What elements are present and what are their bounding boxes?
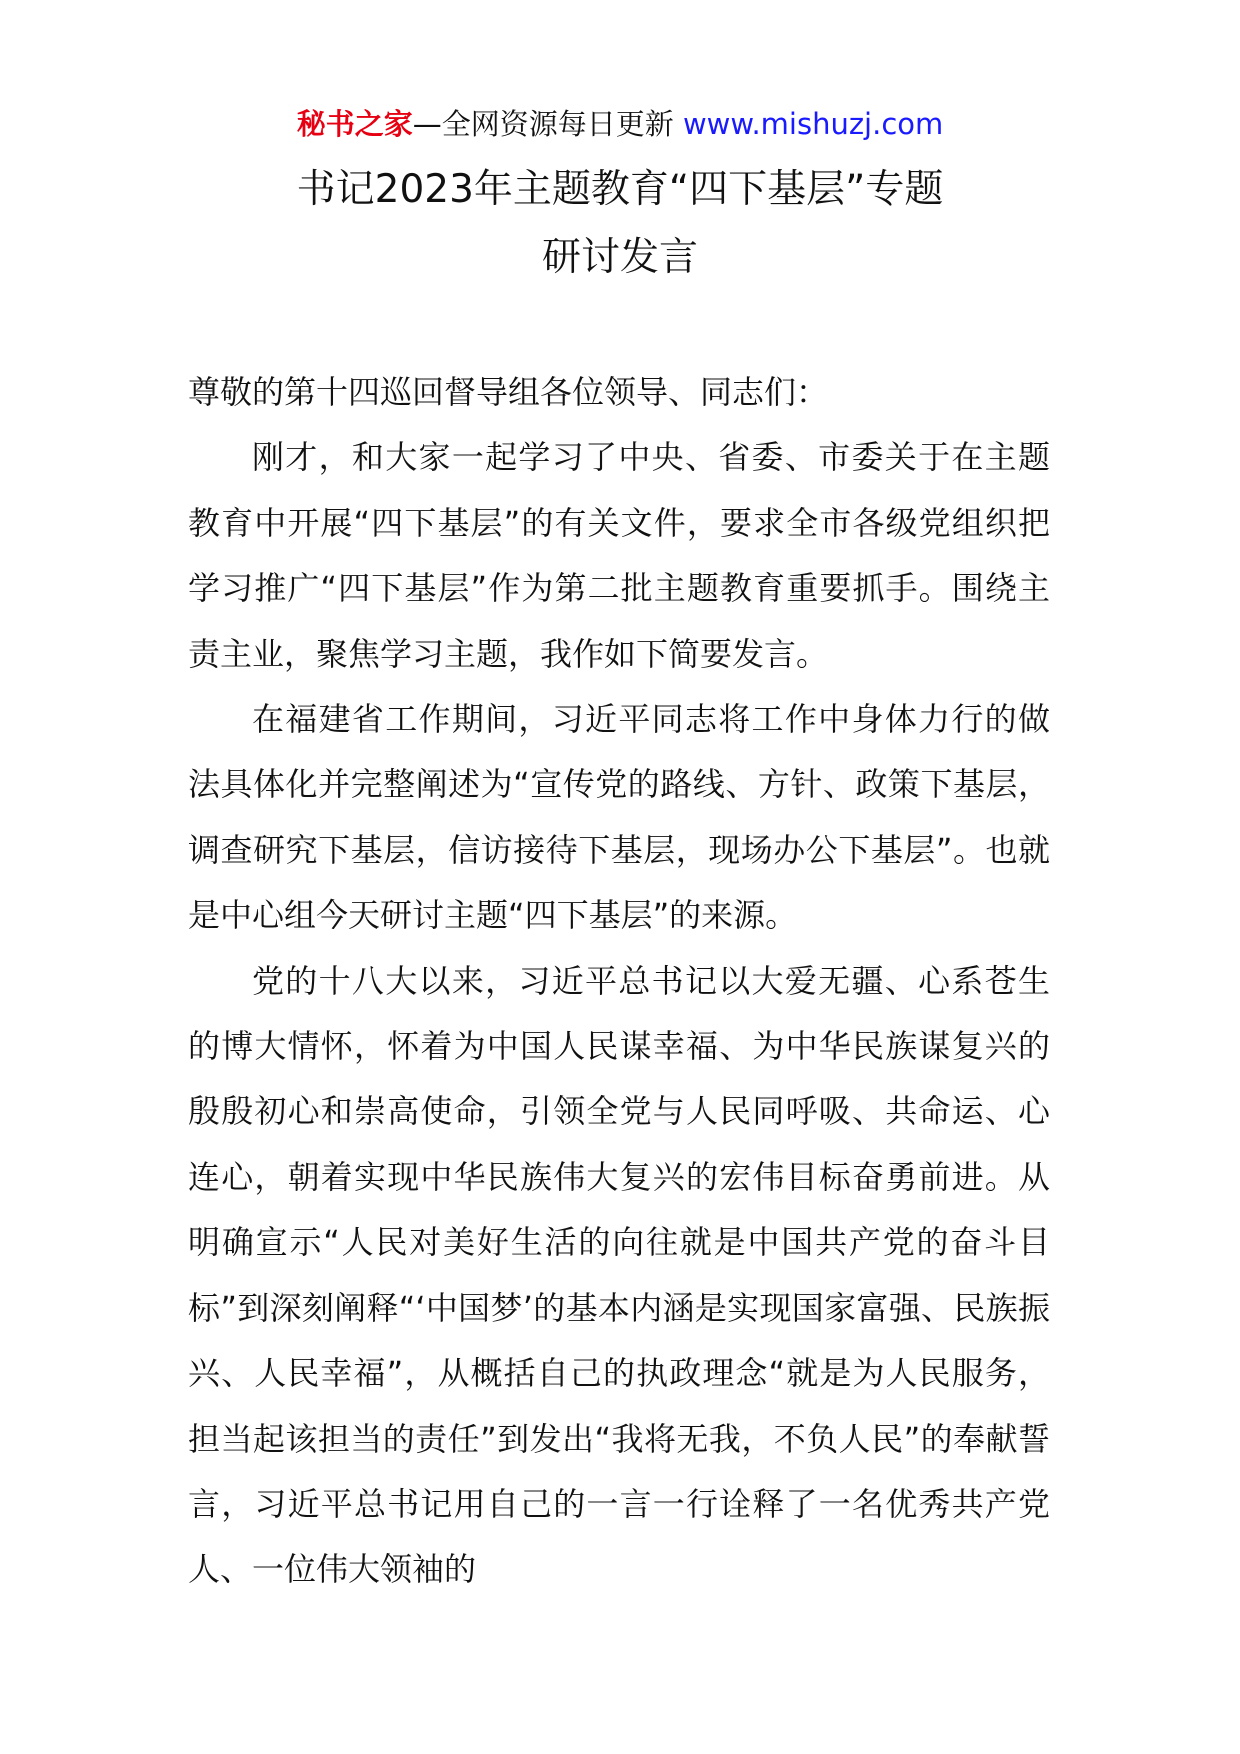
salutation: 尊敬的第十四巡回督导组各位领导、同志们： <box>188 373 829 411</box>
document-body <box>188 360 1050 1603</box>
body-paragraph-1: 刚才，和大家一起学习了中央、省委、市委关于在主题教育中开展“四下基层”的有关文件，要求全市各级党组织把学习推广“四下基层”作为第二批主题教育重要抓手。围绕主责主业，聚焦学习主题，我作如下简要发言。 <box>188 438 1050 673</box>
header-tagline: —全网资源每日更新 <box>412 107 674 141</box>
document-title-line-2: 研讨发言 <box>541 235 698 280</box>
brand-name: 秘书之家 <box>296 107 413 141</box>
site-header <box>0 100 1240 148</box>
document-title-line-1: 书记2023年主题教育“四下基层”专题 <box>296 167 944 212</box>
site-url-link[interactable]: www.mishuzj.com <box>682 107 944 141</box>
body-paragraph-3: 党的十八大以来，习近平总书记以大爱无疆、心系苍生的博大情怀，怀着为中国人民谋幸福、为中华民族谋复兴的殷殷初心和崇高使命，引领全党与人民同呼吸、共命运、心连心，朝着实现中华民族伟大复兴的宏伟目标奋勇前进。从明确宣示“人民对美好生活的向往就是中国共产党的奋斗目标”到深刻阐释“‘中国梦’的基本内涵是实现国家富强、民族振兴、人民幸福”，从概括自己的执政理念“就是为人民服务，担当起该担当的责任”到发出“我将无我，不负人民”的奉献誓言，习近平总书记用自己的一言一行诠释了一名优秀共产党人、一位伟大领袖的 <box>188 961 1050 1589</box>
body-paragraph-2: 在福建省工作期间，习近平同志将工作中身体力行的做法具体化并完整阐述为“宣传党的路线、方针、政策下基层，调查研究下基层，信访接待下基层，现场办公下基层”。也就是中心组今天研讨主题“四下基层”的来源。 <box>188 700 1050 935</box>
